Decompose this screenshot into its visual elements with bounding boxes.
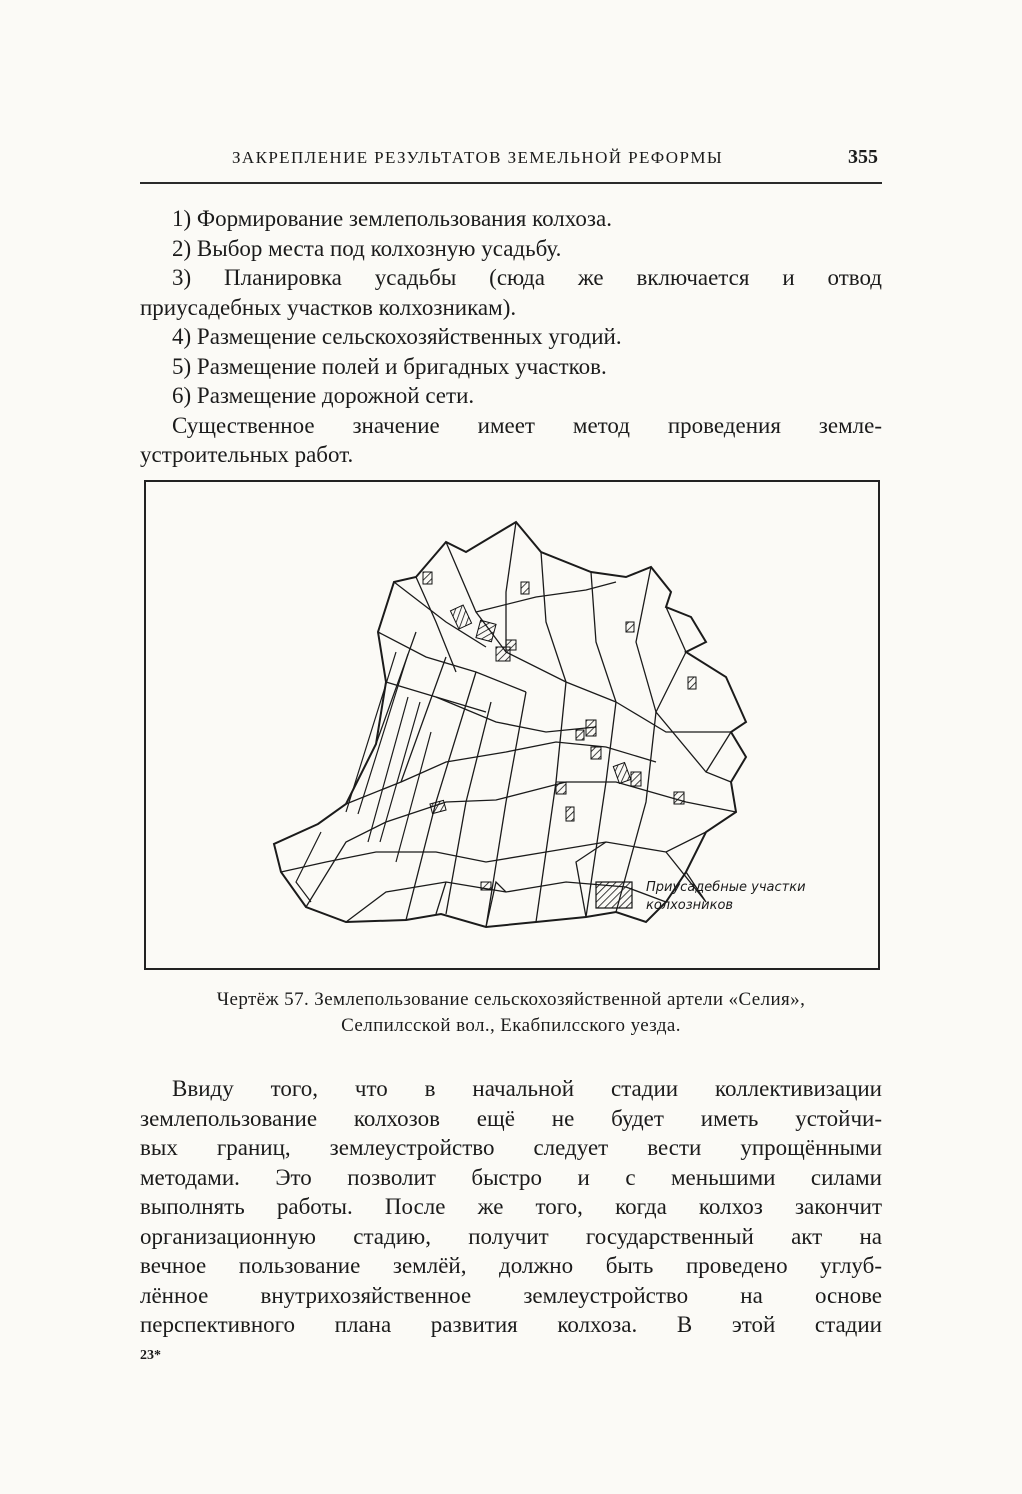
household-plot	[626, 622, 634, 632]
household-plot	[591, 747, 601, 759]
household-plot	[674, 792, 684, 804]
paragraph-line: вых границ, землеустройство следует вести упрощёнными	[140, 1135, 882, 1160]
legend-swatch	[596, 882, 632, 908]
running-header	[140, 146, 882, 184]
list-item: 6) Размещение дорожной сети.	[172, 383, 475, 408]
household-plot	[476, 620, 496, 642]
list-item: приусадебных участков колхозникам).	[140, 294, 517, 320]
running-title: ЗАКРЕПЛЕНИЕ РЕЗУЛЬТАТОВ ЗЕМЕЛЬНОЙ РЕФОРМЫ	[232, 148, 724, 167]
list-item: 5) Размещение полей и бригадных участков.	[172, 353, 607, 379]
household-plot	[521, 582, 529, 594]
paragraph-line: организационную стадию, получит государственный акт на	[140, 1223, 882, 1249]
list-item: 2) Выбор места под колхозную усадьбу.	[172, 235, 562, 261]
legend-label: колхозников	[646, 898, 734, 913]
figure-caption	[140, 987, 882, 1039]
list-item: 1) Формирование землепользования колхоза.	[172, 206, 612, 231]
caption-line: Селпилсской вол., Екабпилсского уезда.	[341, 1015, 681, 1036]
signature-mark: 23*	[140, 1348, 161, 1363]
paragraph-line: Существенное значение имеет метод проведения земле-	[172, 412, 882, 438]
paragraph-line: устроительных работ.	[140, 442, 354, 467]
paragraph-line: методами. Это позволит быстро и с меньшими силами	[140, 1164, 882, 1190]
household-plot	[450, 605, 471, 629]
household-plot	[566, 807, 574, 821]
list-item: 3) Планировка усадьбы (сюда же включается и отвод	[172, 265, 882, 290]
numbered-list	[140, 204, 882, 470]
body-paragraph	[140, 1074, 882, 1340]
paragraph-line: Ввиду того, что в начальной стадии коллективизации	[172, 1076, 882, 1101]
list-item: 4) Размещение сельскохозяйственных угодий.	[172, 324, 622, 349]
household-plot	[586, 720, 596, 736]
paragraph-line: выполнять работы. После же того, когда колхоз закончит	[140, 1194, 882, 1219]
map-legend	[646, 879, 806, 915]
road	[476, 582, 616, 612]
paragraph-line: перспективного плана развития колхоза. В этой стадии	[140, 1312, 882, 1337]
caption-line: Чертёж 57. Землепользование сельскохозяйственной артели «Селия»,	[216, 989, 806, 1010]
paragraph-line: землепользование колхозов ещё не будет иметь устойчи-	[140, 1105, 882, 1131]
household-plot	[423, 572, 432, 584]
paragraph-line: вечное пользование землёй, должно быть проведено углуб-	[140, 1253, 882, 1278]
household-plot	[481, 882, 491, 890]
paragraph-line: лённое внутрихозяйственное землеустройство на основе	[140, 1282, 882, 1308]
household-plot	[576, 730, 584, 740]
household-plot	[631, 772, 641, 786]
household-plot	[613, 762, 630, 783]
land-use-map-figure	[144, 480, 880, 970]
household-plot	[506, 640, 516, 650]
household-plot	[430, 800, 446, 813]
household-plot	[556, 782, 566, 794]
household-plot	[688, 677, 696, 689]
legend-label: Приусадебные участки	[646, 880, 806, 895]
page-number: 355	[848, 146, 878, 168]
